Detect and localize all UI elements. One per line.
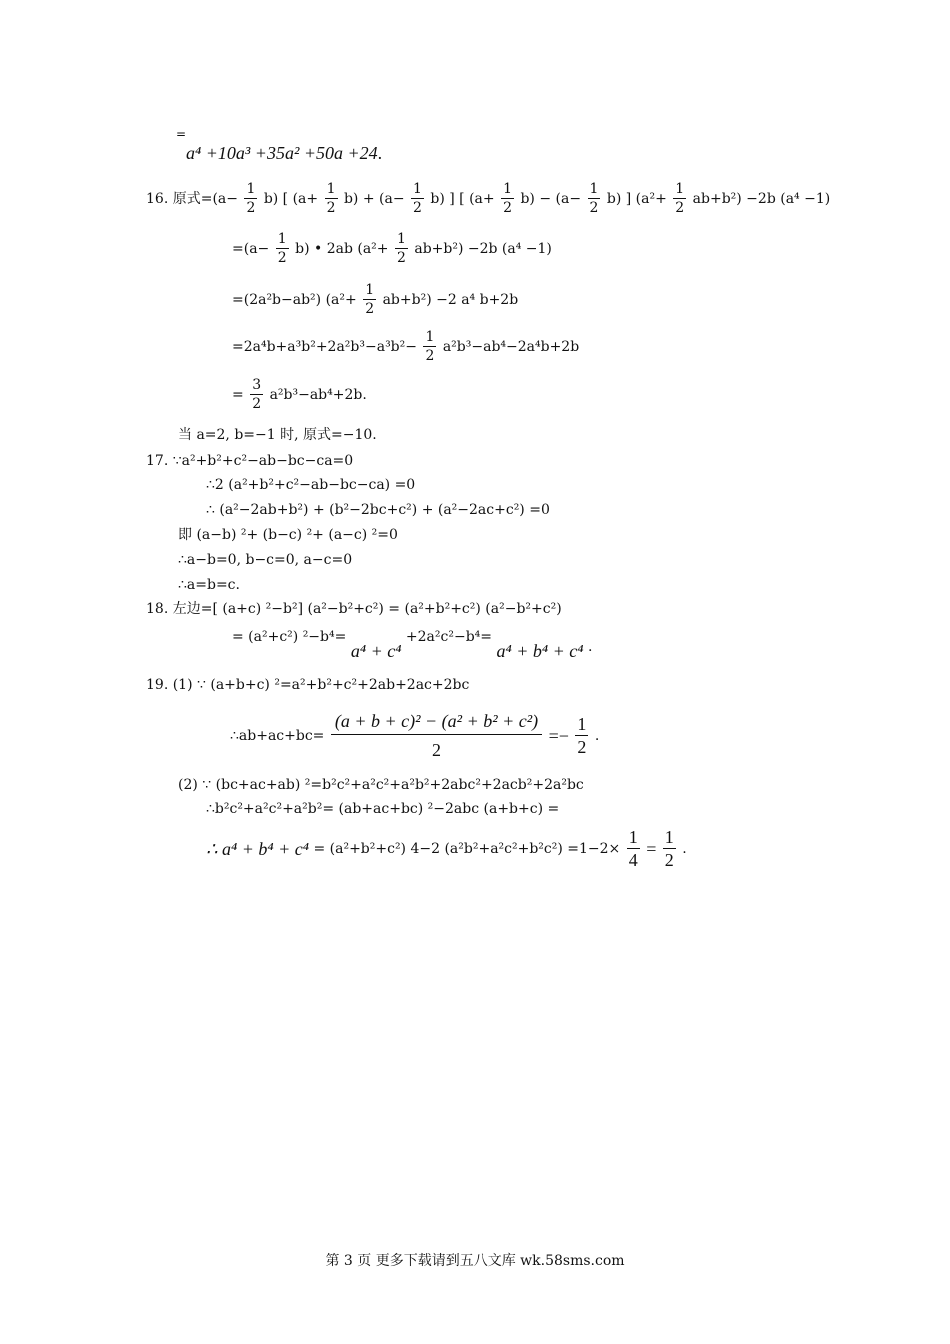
p19-line2 <box>230 712 599 759</box>
p17-line6: ∴a=b=c. <box>178 577 240 593</box>
p18-expr: a⁴ + c⁴ <box>350 641 402 661</box>
frac-den: 2 <box>432 740 441 760</box>
frac-num: 1 <box>589 181 599 197</box>
p18-line2 <box>232 628 593 661</box>
p18-dot: . <box>587 639 593 655</box>
p16-text: ab+b²) −2b (a⁴ −1) <box>414 240 552 257</box>
p19-text: = (a²+b²+c²) 4−2 (a²b²+a²c²+b²c²) =1−2× <box>313 840 621 857</box>
p17-line2: ∴2 (a²+b²+c²−ab−bc−ca) =0 <box>206 477 416 493</box>
p16-line2 <box>232 232 552 265</box>
p18-expr: a⁴ + b⁴ + c⁴ <box>496 641 584 661</box>
p16-text: a²b³−ab⁴+2b. <box>269 386 367 403</box>
top-expression <box>186 142 382 162</box>
frac-den: 2 <box>675 200 685 216</box>
p16-text: ab+b²) −2 a⁴ b+2b <box>382 291 519 308</box>
p16-conclusion: 当 a=2, b=−1 时, 原式=−10. <box>178 427 377 443</box>
p17-line1: 17. ∵a²+b²+c²−ab−bc−ca=0 <box>146 453 354 469</box>
p17-line4: 即 (a−b) ²+ (b−c) ²+ (a−c) ²=0 <box>178 527 398 543</box>
p19-line5 <box>206 828 687 869</box>
fraction <box>501 182 514 215</box>
p16-text: b) ] (a²+ <box>606 190 667 207</box>
fraction <box>575 715 588 756</box>
fraction <box>395 232 408 265</box>
top-dot: . <box>377 142 383 163</box>
p17-line5: ∴a−b=0, b−c=0, a−c=0 <box>178 552 353 568</box>
p16-text: ab+b²) −2b (a⁴ −1) <box>692 190 831 207</box>
page-footer: 第 3 页 更多下载请到五八文库 wk.58sms.com <box>325 1253 625 1269</box>
p16-text: b) − (a− <box>520 190 582 207</box>
p16-text: b) • 2ab (a²+ <box>295 240 389 257</box>
fraction <box>250 378 263 411</box>
fraction <box>423 330 436 363</box>
frac-num: 1 <box>503 181 513 197</box>
frac-num: 3 <box>252 377 262 393</box>
p19-text: =− <box>548 725 569 746</box>
p16-text: =(2a²b−ab²) (a²+ <box>232 291 357 308</box>
fraction <box>331 712 542 759</box>
p16-text: = <box>232 386 244 403</box>
frac-den: 2 <box>413 200 422 216</box>
frac-den: 2 <box>577 737 587 757</box>
p19-expr: ∴ a⁴ + b⁴ + c⁴ <box>206 838 310 859</box>
top-expr-text: a⁴ +10a³ +35a² +50a +24 <box>186 142 378 163</box>
frac-den: 2 <box>246 200 256 216</box>
fraction <box>627 828 640 869</box>
frac-num: 1 <box>413 181 422 197</box>
p19-text: ∴ab+ac+bc= <box>230 727 325 744</box>
frac-den: 4 <box>628 850 638 870</box>
frac-num: 1 <box>425 329 435 345</box>
frac-den: 2 <box>252 396 262 412</box>
frac-den: 2 <box>664 850 674 870</box>
p19-line4: ∴b²c²+a²c²+a²b²= (ab+ac+bc) ²−2abc (a+b+c) = <box>206 801 560 817</box>
frac-num: 1 <box>326 181 336 197</box>
p16-text: 16. 原式=(a− <box>146 190 238 207</box>
frac-num: 1 <box>577 714 587 734</box>
p16-text: b) + (a− <box>343 190 405 207</box>
p17-line3: ∴ (a²−2ab+b²) + (b²−2bc+c²) + (a²−2ac+c²) =0 <box>206 502 550 518</box>
frac-num: 1 <box>277 231 287 247</box>
frac-den: 2 <box>503 200 513 216</box>
p16-text: a²b³−ab⁴−2a⁴b+2b <box>442 338 580 355</box>
fraction <box>411 182 424 215</box>
fraction <box>276 232 289 265</box>
p16-text: =(a− <box>232 240 270 257</box>
fraction <box>673 182 686 215</box>
p19-line1: 19. (1) ∵ (a+b+c) ²=a²+b²+c²+2ab+2ac+2bc <box>146 677 470 693</box>
p18-text: = (a²+c²) ²−b⁴= <box>232 629 347 645</box>
fraction <box>363 283 376 316</box>
frac-den: 2 <box>365 301 375 317</box>
frac-num: 1 <box>396 231 406 247</box>
p19-dot: . <box>682 840 687 857</box>
fraction <box>325 182 338 215</box>
frac-den: 2 <box>589 200 599 216</box>
frac-num: (a + b + c)² − (a² + b² + c²) <box>331 712 542 735</box>
frac-num: 1 <box>246 181 256 197</box>
fraction <box>588 182 601 215</box>
p18-line1: 18. 左边=[ (a+c) ²−b²] (a²−b²+c²) = (a²+b²+c²) (a²−b²+c²) <box>146 601 562 617</box>
p18-text: +2a²c²−b⁴= <box>405 629 493 645</box>
p19-line3: (2) ∵ (bc+ac+ab) ²=b²c²+a²c²+a²b²+2abc²+2acb²+2a²bc <box>178 777 584 793</box>
frac-num: 1 <box>365 282 375 298</box>
top-eq: = <box>176 127 187 141</box>
p16-line5 <box>232 378 367 411</box>
frac-num: 1 <box>675 181 685 197</box>
p16-text: b) [ (a+ <box>263 190 319 207</box>
p16-line4 <box>232 330 579 363</box>
p19-text: = <box>646 838 657 859</box>
p16-line1 <box>146 182 830 215</box>
frac-den: 2 <box>396 250 406 266</box>
fraction <box>663 828 676 869</box>
frac-den: 2 <box>326 200 336 216</box>
fraction <box>244 182 257 215</box>
p16-text: b) ] [ (a+ <box>430 190 495 207</box>
frac-num: 1 <box>628 827 638 847</box>
frac-num: 1 <box>664 827 674 847</box>
frac-den: 2 <box>425 348 435 364</box>
p16-text: =2a⁴b+a³b²+2a²b³−a³b²− <box>232 338 417 355</box>
frac-den: 2 <box>277 250 287 266</box>
p19-dot: . <box>594 727 600 744</box>
p16-line3 <box>232 283 518 316</box>
